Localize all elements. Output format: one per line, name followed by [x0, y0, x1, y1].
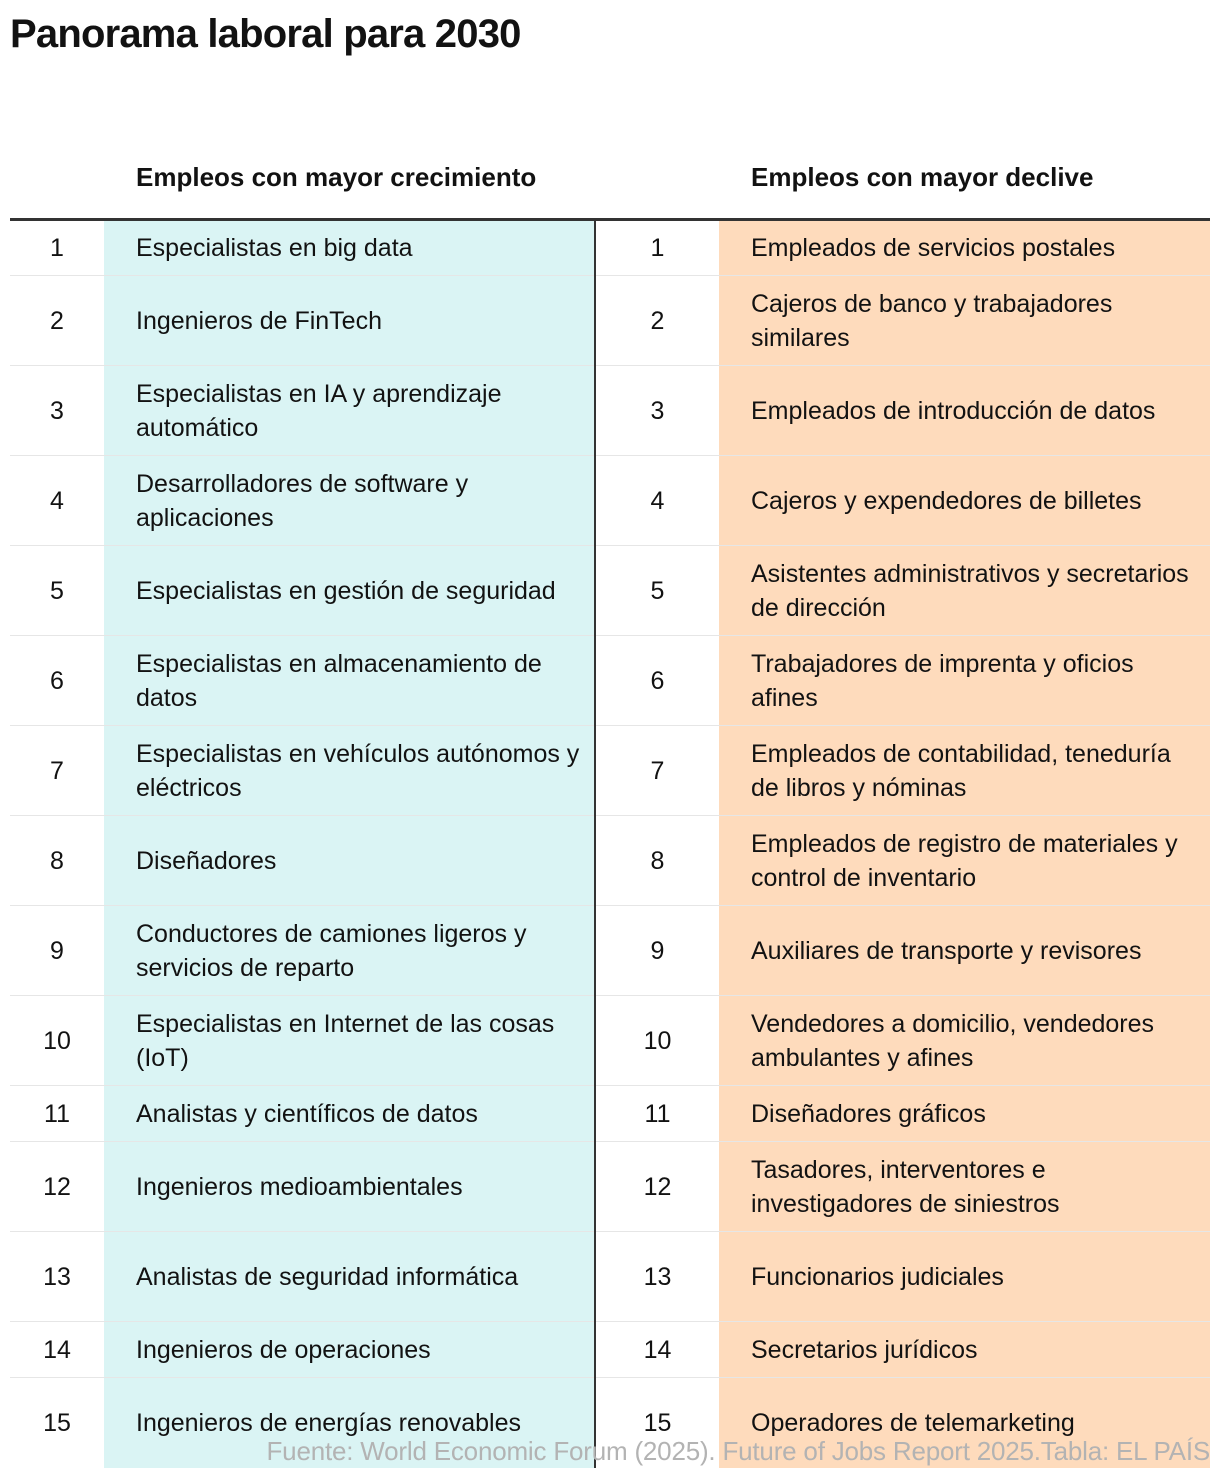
growth-job-cell: Especialistas en Internet de las cosas (IoT)	[104, 996, 595, 1086]
growth-rank-cell: 3	[10, 366, 104, 456]
page-title: Panorama laboral para 2030	[10, 12, 521, 56]
jobs-table-body	[10, 220, 1210, 1468]
decline-rank-header	[595, 118, 719, 220]
decline-rank-cell: 13	[595, 1232, 719, 1322]
decline-job-cell: Funcionarios judiciales	[719, 1232, 1210, 1322]
growth-job-cell: Ingenieros de FinTech	[104, 276, 595, 366]
header-row	[10, 118, 1210, 220]
growth-job-cell: Ingenieros de energías renovables	[104, 1378, 595, 1468]
decline-rank-cell: 15	[643, 1408, 672, 1437]
decline-job-cell: Vendedores a domicilio, vendedores ambulantes y afines	[719, 996, 1210, 1086]
growth-rank-cell: 10	[10, 996, 104, 1086]
jobs-table	[10, 118, 1210, 1468]
source-note: Fuente: World Economic Forum (2025). Future of Jobs Report 2025.Tabla: EL PAÍS	[266, 1436, 1210, 1466]
growth-job-cell: Especialistas en almacenamiento de datos	[104, 636, 595, 726]
growth-rank-cell: 8	[10, 816, 104, 906]
jobs-table-header	[10, 118, 1210, 220]
decline-rank-cell: 1	[595, 220, 719, 276]
decline-rank-cell: 7	[595, 726, 719, 816]
growth-job-cell: Conductores de camiones ligeros y servicios de reparto	[104, 906, 595, 996]
decline-job-cell: Empleados de servicios postales	[719, 220, 1210, 276]
decline-job-cell: Diseñadores gráficos	[719, 1086, 1210, 1142]
decline-rank-cell: 11	[595, 1086, 719, 1142]
growth-job-cell: Diseñadores	[104, 816, 595, 906]
decline-rank-cell: 12	[595, 1142, 719, 1232]
table-row	[10, 726, 1210, 816]
decline-job-cell: Empleados de registro de materiales y control de inventario	[719, 816, 1210, 906]
growth-rank-cell: 5	[10, 546, 104, 636]
table-row	[10, 1142, 1210, 1232]
growth-job-cell: Ingenieros medioambientales	[104, 1142, 595, 1232]
growth-job-cell: Ingenieros de operaciones	[104, 1322, 595, 1378]
growth-rank-cell: 4	[10, 456, 104, 546]
decline-rank-cell: 14	[595, 1322, 719, 1378]
decline-job-cell: Empleados de contabilidad, teneduría de libros y nóminas	[719, 726, 1210, 816]
growth-rank-cell: 2	[10, 276, 104, 366]
decline-job-cell: Cajeros de banco y trabajadores similares	[719, 276, 1210, 366]
growth-rank-cell: 14	[10, 1322, 104, 1378]
decline-column-header: Empleos con mayor declive	[719, 118, 1210, 220]
table-row	[10, 636, 1210, 726]
growth-job-cell: Desarrolladores de software y aplicaciones	[104, 456, 595, 546]
growth-rank-cell: 6	[10, 636, 104, 726]
decline-rank-cell: 6	[595, 636, 719, 726]
table-row	[10, 906, 1210, 996]
growth-rank-header	[10, 118, 104, 220]
growth-rank-cell: 9	[10, 906, 104, 996]
decline-job-cell: Trabajadores de imprenta y oficios afines	[719, 636, 1210, 726]
growth-rank-cell: 12	[10, 1142, 104, 1232]
growth-job-cell: Analistas y científicos de datos	[104, 1086, 595, 1142]
growth-rank-cell: 11	[10, 1086, 104, 1142]
table-row	[10, 366, 1210, 456]
growth-job-cell: Especialistas en big data	[104, 220, 595, 276]
decline-job-cell: Operadores de telemarketing	[719, 1378, 1210, 1468]
table-row	[10, 1322, 1210, 1378]
growth-job-cell: Especialistas en gestión de seguridad	[104, 546, 595, 636]
table-row	[10, 220, 1210, 276]
growth-rank-cell: 15	[43, 1408, 71, 1437]
table-row	[10, 546, 1210, 636]
table-row	[10, 1232, 1210, 1322]
table-row	[10, 996, 1210, 1086]
table-row	[10, 1086, 1210, 1142]
decline-rank-cell: 5	[595, 546, 719, 636]
growth-rank-cell: 7	[10, 726, 104, 816]
growth-rank-cell: 13	[10, 1232, 104, 1322]
decline-rank-cell: 8	[595, 816, 719, 906]
decline-job-cell: Tasadores, interventores e investigadores de siniestros	[719, 1142, 1210, 1232]
growth-job-cell: Analistas de seguridad informática	[104, 1232, 595, 1322]
decline-job-cell: Auxiliares de transporte y revisores	[719, 906, 1210, 996]
decline-job-cell: Asistentes administrativos y secretarios de dirección	[719, 546, 1210, 636]
decline-rank-cell: 3	[595, 366, 719, 456]
growth-rank-cell: 1	[10, 220, 104, 276]
growth-column-header: Empleos con mayor crecimiento	[104, 118, 595, 220]
table-row	[10, 456, 1210, 546]
table-row	[10, 816, 1210, 906]
growth-job-cell: Especialistas en vehículos autónomos y eléctricos	[104, 726, 595, 816]
growth-job-cell: Especialistas en IA y aprendizaje automático	[104, 366, 595, 456]
decline-rank-cell: 2	[595, 276, 719, 366]
decline-job-cell: Empleados de introducción de datos	[719, 366, 1210, 456]
decline-rank-cell: 9	[595, 906, 719, 996]
decline-job-cell: Cajeros y expendedores de billetes	[719, 456, 1210, 546]
decline-job-cell: Secretarios jurídicos	[719, 1322, 1210, 1378]
decline-rank-cell: 10	[595, 996, 719, 1086]
table-row	[10, 276, 1210, 366]
decline-rank-cell: 4	[595, 456, 719, 546]
